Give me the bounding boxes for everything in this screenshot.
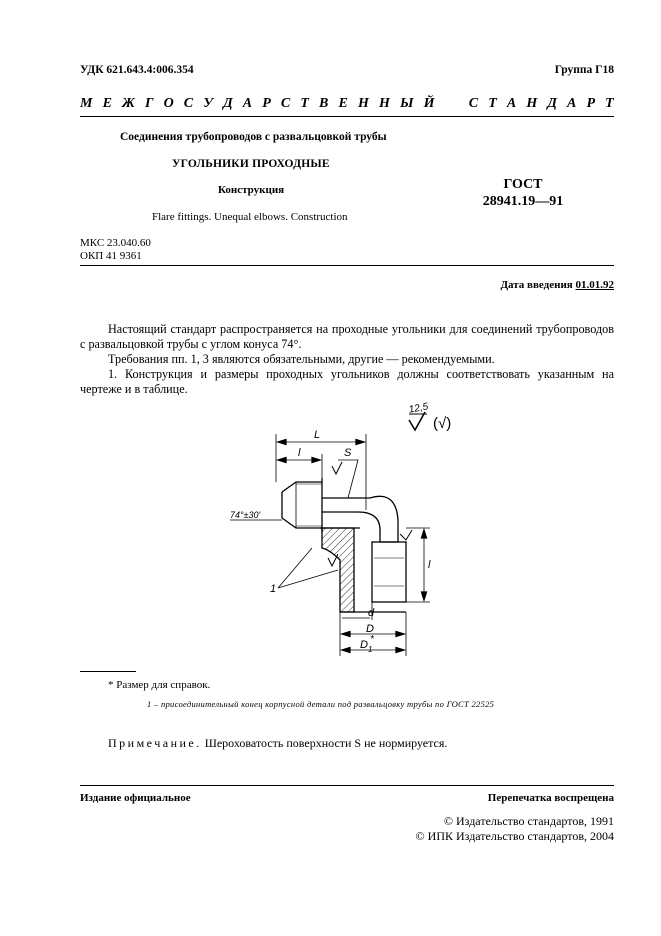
banner-letter: С	[468, 96, 479, 111]
note-label: Примечание.	[108, 736, 202, 750]
footnote-reference: * Размер для справок.	[108, 679, 211, 691]
udk-code: УДК 621.643.4:006.354	[80, 64, 194, 76]
elbow-drawing	[200, 420, 440, 660]
note-text: Шероховатость поверхности S не нормируется.	[201, 736, 448, 750]
thread-end-bottom	[282, 518, 322, 528]
banner-letter: Н	[378, 96, 390, 111]
label-right-l: l	[428, 559, 431, 571]
note	[108, 736, 447, 751]
arrow-icon	[356, 440, 364, 445]
banner-letter: В	[319, 96, 329, 111]
arrow-icon	[312, 458, 320, 463]
label-d: d	[368, 607, 375, 619]
banner-letter: Р	[262, 96, 271, 111]
group-code: Группа Г18	[554, 64, 614, 76]
paragraph-requirements-text: Требования пп. 1, 3 являются обязательными, другие — рекомендуемыми.	[108, 352, 495, 366]
banner-letter: А	[242, 96, 253, 111]
roughness-mark-icon	[332, 462, 342, 474]
label-S: S	[344, 447, 352, 459]
banner-letter: Н	[357, 96, 369, 111]
banner-letter: О	[163, 96, 174, 111]
paragraph-design-text: 1. Конструкция и размеры проходных угольников должны соответствовать указанным на чертеже и в таблице.	[80, 367, 614, 396]
footer-rule	[80, 785, 614, 786]
intro-date-value: 01.01.92	[575, 279, 614, 291]
title-line-1: Соединения трубопроводов с развальцовкой трубы	[120, 131, 387, 143]
banner-letter: С	[183, 96, 194, 111]
roughness-note: (√)	[433, 415, 452, 432]
arrow-icon	[396, 632, 404, 637]
banner-letter: А	[506, 96, 517, 111]
banner-letter: У	[203, 96, 213, 111]
thread-end-top	[282, 482, 322, 492]
banner-letter: А	[567, 96, 577, 111]
leader-S	[338, 460, 358, 498]
banner-letter: Т	[300, 96, 309, 111]
title-rule	[80, 265, 614, 266]
label-angle: 74°±30'	[230, 510, 261, 520]
paragraph-design	[80, 367, 614, 397]
drawing-legend: 1 – присоединительный конец корпусной детали под развальцовку трубы по ГОСТ 22525	[147, 699, 495, 709]
banner-letter: Ж	[122, 96, 135, 111]
banner-letter: Г	[144, 96, 154, 111]
callout-leader	[278, 548, 312, 588]
classification-codes	[80, 237, 151, 263]
official-edition: Издание официальное	[80, 792, 191, 804]
footnote-rule	[80, 671, 136, 672]
banner-letter: Р	[586, 96, 596, 111]
arrow-icon	[342, 648, 350, 653]
arrow-icon	[422, 592, 427, 600]
arrow-icon	[278, 458, 286, 463]
banner-letter: Ы	[399, 96, 414, 111]
banner-letter: Н	[526, 96, 538, 111]
standard-banner	[80, 96, 614, 112]
roughness-mark-icon	[400, 530, 412, 540]
title-english: Flare fittings. Unequal elbows. Construction	[152, 211, 348, 223]
banner-letter: Т	[605, 96, 614, 111]
vertical-hex	[372, 542, 406, 602]
reprint-prohibited: Перепечатка воспрещена	[487, 792, 614, 804]
label-L: L	[314, 429, 321, 441]
paragraph-requirements	[80, 352, 614, 367]
gost-label: ГОСТ	[503, 177, 543, 192]
paragraph-scope-text: Настоящий стандарт распространяется на проходные угольники для соединений трубопроводов с развальцовкой трубы с углом конуса 74°.	[80, 322, 614, 351]
banner-letter: Е	[102, 96, 112, 111]
label-D1: D	[360, 639, 368, 651]
arrow-icon	[278, 440, 286, 445]
copyright-2004: © ИПК Издательство стандартов, 2004	[415, 829, 614, 843]
introduction-date	[500, 279, 614, 291]
gost-designation	[473, 176, 573, 210]
banner-letter: Д	[547, 96, 557, 111]
arrow-icon	[396, 648, 404, 653]
title-line-2: УГОЛЬНИКИ ПРОХОДНЫЕ	[172, 158, 330, 170]
arrow-icon	[422, 530, 427, 538]
label-l: l	[298, 447, 301, 459]
gost-number: 28941.19—91	[482, 194, 564, 209]
copyright-1991: © Издательство стандартов, 1991	[443, 814, 614, 828]
label-D1-sub: 1	[368, 645, 373, 654]
paragraph-scope	[80, 322, 614, 352]
banner-letter: Т	[488, 96, 497, 111]
label-D: D	[366, 623, 374, 635]
mks-code: МКС 23.040.60	[80, 237, 151, 249]
header-rule	[80, 116, 614, 117]
label-D1-star: *	[370, 634, 374, 645]
title-line-3: Конструкция	[218, 184, 285, 196]
intro-date-label: Дата введения	[500, 279, 573, 291]
banner-letter: Й	[423, 96, 435, 111]
callout-leader	[278, 570, 338, 588]
banner-letter: Д	[223, 96, 233, 111]
okp-code: ОКП 41 9361	[80, 250, 142, 262]
banner-letter: С	[280, 96, 291, 111]
arrow-icon	[342, 632, 350, 637]
banner-letter: Е	[338, 96, 348, 111]
roughness-value: 12,5	[408, 401, 430, 416]
label-callout-1: 1	[270, 583, 277, 595]
banner-letter: М	[80, 96, 93, 111]
